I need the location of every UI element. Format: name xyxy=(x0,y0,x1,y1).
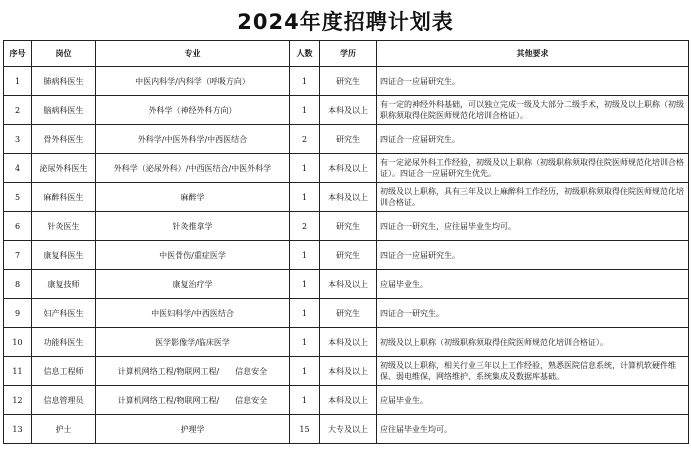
cell-requirements: 有一定的神经外科基础，可以独立完成一级及大部分二级手术，初级及以上职称（初级职称须取得住院医师规范化培训合格证）。 xyxy=(377,96,689,125)
cell-position: 泌尿外科医生 xyxy=(32,154,96,183)
cell-position: 信息工程师 xyxy=(32,357,96,386)
cell-no: 9 xyxy=(4,299,32,328)
table-row xyxy=(4,241,689,270)
cell-no: 3 xyxy=(4,125,32,154)
cell-education: 本科及以上 xyxy=(320,96,377,125)
cell-education: 研究生 xyxy=(320,241,377,270)
cell-education: 研究生 xyxy=(320,67,377,96)
cell-position: 妇产科医生 xyxy=(32,299,96,328)
cell-count: 15 xyxy=(290,415,320,444)
cell-count: 1 xyxy=(290,299,320,328)
header-position: 岗位 xyxy=(32,41,96,67)
cell-no: 10 xyxy=(4,328,32,357)
cell-requirements: 初级及以上职称（初级职称须取得住院医师规范化培训合格证）。 xyxy=(377,328,689,357)
table-row xyxy=(4,125,689,154)
cell-education: 研究生 xyxy=(320,299,377,328)
cell-no: 5 xyxy=(4,183,32,212)
table-row xyxy=(4,328,689,357)
cell-requirements: 初级及以上职称，具有三年及以上麻醉科工作经历，初级职称须取得住院医师规范化培训合格证。 xyxy=(377,183,689,212)
cell-count: 1 xyxy=(290,154,320,183)
cell-no: 13 xyxy=(4,415,32,444)
table-row xyxy=(4,386,689,415)
cell-major: 计算机网络工程/物联网工程/ 信息安全 xyxy=(96,386,290,415)
cell-major: 外科学（泌尿外科）/中西医结合/中医外科学 xyxy=(96,154,290,183)
cell-no: 4 xyxy=(4,154,32,183)
cell-count: 1 xyxy=(290,67,320,96)
table-header-row xyxy=(4,41,689,67)
cell-education: 本科及以上 xyxy=(320,270,377,299)
cell-position: 功能科医生 xyxy=(32,328,96,357)
cell-requirements: 有一定泌尿外科工作经验，初级及以上职称（初级职称须取得住院医师规范化培训合格证）。四证合一应届研究生优先。 xyxy=(377,154,689,183)
cell-major: 中医妇科学/中西医结合 xyxy=(96,299,290,328)
table-row xyxy=(4,67,689,96)
recruitment-plan-table xyxy=(3,40,689,444)
cell-position: 护士 xyxy=(32,415,96,444)
cell-requirements: 应往届毕业生均可。 xyxy=(377,415,689,444)
cell-education: 本科及以上 xyxy=(320,357,377,386)
cell-position: 骨外科医生 xyxy=(32,125,96,154)
cell-position: 针灸医生 xyxy=(32,212,96,241)
cell-position: 麻醉科医生 xyxy=(32,183,96,212)
table-row xyxy=(4,96,689,125)
cell-position: 信息管理员 xyxy=(32,386,96,415)
cell-major: 针灸推拿学 xyxy=(96,212,290,241)
table-row xyxy=(4,299,689,328)
cell-requirements: 四证合一研究生。 xyxy=(377,299,689,328)
cell-no: 6 xyxy=(4,212,32,241)
table-row xyxy=(4,357,689,386)
table-row xyxy=(4,183,689,212)
table-row xyxy=(4,270,689,299)
cell-position: 肺病科医生 xyxy=(32,67,96,96)
cell-count: 1 xyxy=(290,270,320,299)
cell-requirements: 四证合一应届研究生。 xyxy=(377,125,689,154)
cell-major: 医学影像学/临床医学 xyxy=(96,328,290,357)
header-major: 专业 xyxy=(96,41,290,67)
page-title: 2024年度招聘计划表 xyxy=(237,10,454,34)
cell-position: 康复科医生 xyxy=(32,241,96,270)
cell-count: 2 xyxy=(290,125,320,154)
cell-education: 本科及以上 xyxy=(320,154,377,183)
cell-requirements: 四证合一应届研究生。 xyxy=(377,241,689,270)
cell-requirements: 初级及以上职称，相关行业三年以上工作经验，熟悉医院信息系统，计算机软硬件维保、弱电维保，网络维护、系统集成及数据库基础。 xyxy=(377,357,689,386)
cell-major: 外科学（神经外科方向） xyxy=(96,96,290,125)
cell-count: 1 xyxy=(290,386,320,415)
cell-count: 1 xyxy=(290,96,320,125)
cell-no: 1 xyxy=(4,67,32,96)
header-no: 序号 xyxy=(4,41,32,67)
cell-major: 中医骨伤/重症医学 xyxy=(96,241,290,270)
cell-education: 大专及以上 xyxy=(320,415,377,444)
cell-requirements: 四证合一研究生，应往届毕业生均可。 xyxy=(377,212,689,241)
cell-education: 研究生 xyxy=(320,125,377,154)
cell-count: 1 xyxy=(290,328,320,357)
header-requirements: 其他要求 xyxy=(377,41,689,67)
table-body xyxy=(4,67,689,444)
cell-no: 11 xyxy=(4,357,32,386)
cell-requirements: 应届毕业生。 xyxy=(377,386,689,415)
cell-position: 康复技师 xyxy=(32,270,96,299)
cell-count: 1 xyxy=(290,241,320,270)
cell-education: 本科及以上 xyxy=(320,386,377,415)
cell-no: 8 xyxy=(4,270,32,299)
cell-count: 2 xyxy=(290,212,320,241)
cell-major: 中医内科学/内科学（呼吸方向） xyxy=(96,67,290,96)
cell-requirements: 应届毕业生。 xyxy=(377,270,689,299)
cell-position: 脑病科医生 xyxy=(32,96,96,125)
cell-education: 本科及以上 xyxy=(320,328,377,357)
cell-no: 2 xyxy=(4,96,32,125)
cell-count: 1 xyxy=(290,357,320,386)
cell-major: 外科学/中医外科学/中西医结合 xyxy=(96,125,290,154)
cell-major: 康复治疗学 xyxy=(96,270,290,299)
cell-education: 研究生 xyxy=(320,212,377,241)
cell-major: 计算机网络工程/物联网工程/ 信息安全 xyxy=(96,357,290,386)
table-row xyxy=(4,154,689,183)
cell-education: 本科及以上 xyxy=(320,183,377,212)
header-count: 人数 xyxy=(290,41,320,67)
table-row xyxy=(4,212,689,241)
cell-no: 7 xyxy=(4,241,32,270)
cell-major: 麻醉学 xyxy=(96,183,290,212)
cell-count: 1 xyxy=(290,183,320,212)
cell-major: 护理学 xyxy=(96,415,290,444)
cell-no: 12 xyxy=(4,386,32,415)
cell-requirements: 四证合一应届研究生。 xyxy=(377,67,689,96)
table-row xyxy=(4,415,689,444)
header-education: 学历 xyxy=(320,41,377,67)
